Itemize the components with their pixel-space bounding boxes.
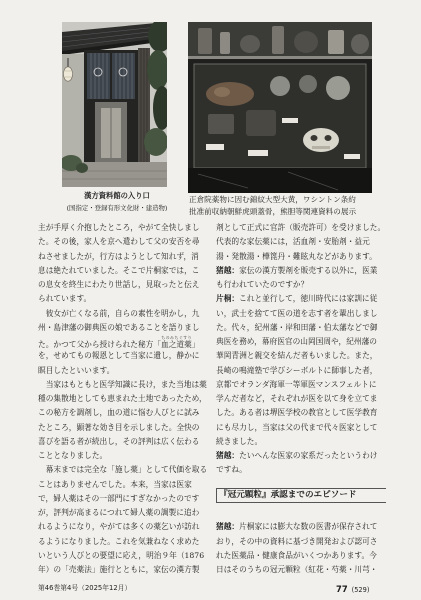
text-line: 当家はもともと医学知識に長け，また当地は薬 — [38, 379, 207, 389]
text-line: 瞑目したといいます。 — [38, 365, 115, 375]
text-line: 剤として正式に官許（販売許可）を受けました。 — [216, 223, 386, 232]
text-line: 州・島津藩の御典医の娘であることを語りまし — [38, 322, 200, 332]
text-line: 典医を務め，幕府医官の山岡国周や，紀州藩の — [216, 337, 377, 346]
upper-shelf — [188, 22, 372, 59]
text-line: を，せめてもの報恩として当家に遺し，静かに — [38, 351, 200, 361]
text-line — [216, 264, 388, 278]
text-line: れた医薬品・健康食品がいくつかあります。今 — [216, 550, 377, 560]
text-run: 家伝の漢方製剤を販売する以外に，医業 — [239, 265, 378, 275]
text-line: 続きました。 — [216, 436, 263, 446]
text-line: 長崎の鳴滝塾で学びシーボルトに師事した者， — [216, 365, 378, 375]
text-line: た。その後，家人を京へ遣わして父の安否を尋 — [38, 237, 200, 247]
caption-line: 批准前収納朝鮮虎頭蓋骨，熊胆等関連資料の展示 — [189, 207, 357, 216]
entrance-photo-caption — [60, 190, 174, 214]
total-page-number: (529) — [351, 586, 370, 594]
right-column — [216, 221, 388, 478]
speaker-name: 猪越： — [216, 522, 240, 532]
page-number-value: 77 — [336, 584, 348, 594]
text-line: られています。 — [38, 294, 92, 304]
text-line: この秘方を調剤し，血の道に悩む人びとに試み — [38, 408, 200, 418]
text-line: で，婦人薬はその一部門にすぎなかったのです — [38, 493, 200, 503]
text-line: 幕末までは完全な「施し薬」として代価を取る — [38, 465, 208, 475]
text-line: ことはありませんでした。本来，当家は医家 — [38, 479, 192, 489]
text-line: れるようになり，やがては多くの薬乞いが訪れ — [38, 522, 200, 532]
text-line: 華岡青洲と親交を結んだ者もいました。また， — [216, 351, 378, 361]
text-line: た。代々，紀州藩・岸和田藩・伯太藩などで御 — [216, 322, 378, 332]
ruby-base: 血之道薬 — [161, 340, 192, 349]
text-line — [216, 520, 388, 534]
text-line: 日はそのうちの冠元顆粒（紅花・芍薬・川芎・ — [216, 565, 378, 574]
text-line: が，評判が高まるにつれて婦人薬の調製に追わ — [38, 508, 200, 517]
text-line: 息は絶たれていました。そこで片桐家では，こ — [38, 265, 200, 275]
text-line: ねさせましたが，行方はようとして知れず，消 — [38, 251, 199, 261]
tiger-skull — [303, 128, 339, 152]
text-line — [38, 335, 210, 349]
text-line: 彼女が亡くなる前，自らの素性を明かし，九 — [38, 308, 200, 318]
section-heading-text: 『冠元顆粒』承認までのエピソード — [219, 490, 357, 500]
rhubarb-root — [206, 82, 254, 106]
label-card — [206, 144, 224, 150]
text-line: 京都でオランダ海軍一等軍医マンスフェルトに — [216, 379, 377, 389]
speaker-name: 猪越： — [216, 451, 240, 460]
ruby-term — [161, 335, 192, 349]
text-run: た。かつて父から授けられた秘方「 — [38, 340, 162, 349]
page-number — [336, 581, 369, 596]
text-line: にも尽力し，当家は父の代まで代々医家として — [216, 422, 378, 432]
exhibit-photo — [188, 22, 372, 193]
text-line: 主が手厚く介抱したところ，やがて全快しまし — [38, 223, 200, 232]
left-column — [38, 221, 210, 577]
text-line: い，武士を捨てて医の道を志す者を輩出しまし — [216, 308, 378, 318]
text-line: した。ある者は堺医学校の教官として医学教育 — [216, 408, 378, 418]
section-heading — [216, 488, 386, 503]
display-case — [194, 64, 366, 168]
text-line — [216, 449, 388, 463]
text-line: 湯・発散湯・樺箆丹・難眩丸などがあります。 — [216, 251, 377, 261]
text-run: 片桐家には膨大な数の医書が保存されて — [239, 522, 378, 532]
text-line: 学んだ者など，それぞれが医を以て身を立てま — [216, 394, 378, 403]
text-line: 代表的な家伝薬には，活血剤・安胎剤・益元 — [216, 237, 370, 247]
text-line: ですね。 — [216, 465, 247, 475]
speaker-name: 猪越： — [216, 265, 240, 275]
text-line: も行われていたのですか？ — [216, 280, 309, 289]
entrance-photo — [62, 22, 167, 187]
text-line: たところ，顕著な効き目を示しました。全快の — [38, 422, 200, 432]
text-line — [216, 292, 388, 306]
text-run: これと並行して，徳川時代には家訓に従 — [239, 294, 378, 304]
speaker-name: 片桐： — [216, 294, 240, 304]
text-line: るようになりました。これを気兼ねなく求めた — [38, 536, 200, 546]
caption-title: 漢方資料館の入り口 — [84, 191, 150, 200]
caption-line: 正倉院薬物に因む錦紋大型大黄，ワシントン条約 — [189, 195, 356, 204]
text-run: たいへんな医家の家系だったというわけ — [239, 451, 378, 460]
right-column-section — [216, 520, 388, 577]
text-run: 」 — [191, 340, 200, 349]
caption-subtitle: (国指定・登録有形文化財・建造物) — [66, 204, 168, 212]
text-line: 種の集散地としても恵まれた土地であったため， — [38, 394, 207, 403]
ruby-reading: ちのみちぐすり — [161, 335, 192, 340]
text-line: いという人びとの要望に応え，明治９年（1876 — [38, 550, 205, 560]
text-line: 喜びを語る者が続出し，その評判は広く伝わる — [38, 436, 200, 446]
text-line: こととなりました。 — [38, 451, 108, 460]
specimen-jar — [270, 76, 290, 96]
text-line: の息女を終生にわたり世話し，見取ったと伝え — [38, 280, 200, 289]
issue-info: 第46巻第4号（2025年12月） — [38, 584, 132, 592]
text-line: 年）の「売薬法」施行とともに，家伝の漢方製 — [38, 565, 200, 574]
exhibit-photo-caption — [189, 194, 373, 218]
text-line: おり，その中の資料に基づき開発および認可さ — [216, 536, 378, 546]
